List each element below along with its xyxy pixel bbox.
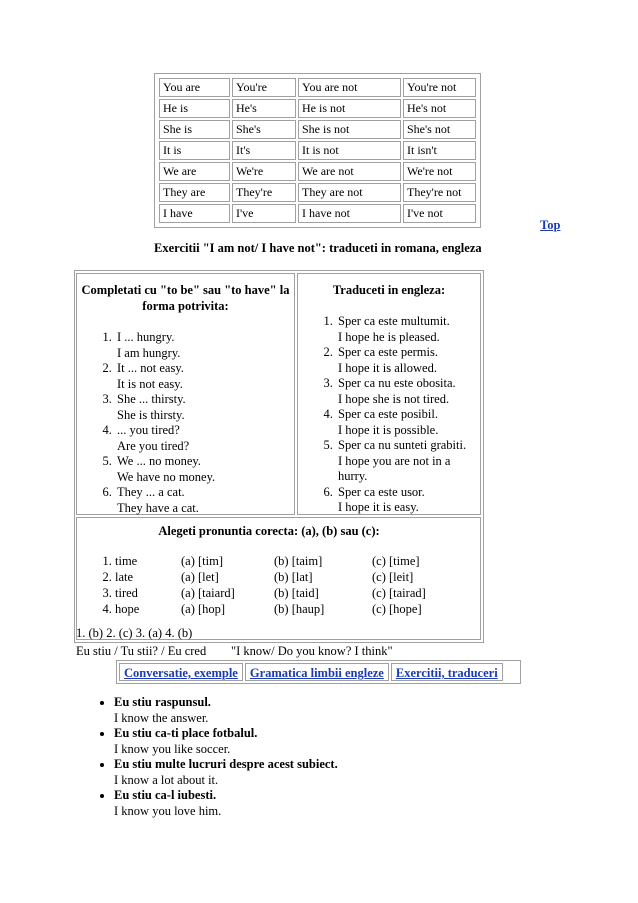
conjugation-row — [159, 204, 476, 223]
fill-in-question: I ... hungry. — [117, 330, 175, 344]
example-english: I know the answer. — [114, 710, 209, 725]
pronunciation-word: tired — [115, 586, 138, 600]
pronunciation-answers: 1. (b) 2. (c) 3. (a) 4. (b) — [76, 626, 193, 640]
translate-item — [336, 438, 480, 485]
conjugation-cell: We are — [159, 162, 230, 181]
translate-question: Sper ca nu sunteti grabiti. — [338, 438, 467, 452]
conjugation-cell: He's not — [403, 99, 476, 118]
pronunciation-option-a: (a) [tim] — [181, 554, 223, 568]
conjugation-cell: It's — [232, 141, 296, 160]
translate-question: Sper ca este usor. — [338, 484, 425, 499]
translate-item — [336, 345, 480, 376]
conjugation-row — [159, 99, 476, 118]
translate-answer: I hope it is allowed. — [338, 360, 437, 375]
translate-question: Sper ca nu este obosita. — [338, 376, 456, 390]
example-english: I know you love him. — [114, 803, 222, 818]
example-english: I know a lot about it. — [114, 772, 219, 787]
translate-question: Sper ca este posibil. — [338, 407, 438, 421]
conjugation-cell: You are not — [298, 78, 401, 97]
pronunciation-heading: Alegeti pronuntia corecta: (a), (b) sau (c): — [158, 524, 380, 538]
pronunciation-option-c: (c) [hope] — [372, 602, 422, 616]
conjugation-cell: I've — [232, 204, 296, 223]
fill-in-exercise — [76, 273, 295, 515]
fill-in-question: It ... not easy. — [117, 361, 184, 375]
fill-in-answer: We have no money. — [117, 469, 216, 484]
top-link[interactable]: Top — [540, 218, 561, 232]
fill-in-answer: Are you tired? — [117, 438, 190, 453]
example-romanian: • Eu stiu multe lucruri despre acest subiect. — [114, 757, 338, 771]
pronunciation-item — [115, 601, 480, 617]
conjugation-cell: They are not — [298, 183, 401, 202]
example-romanian: • Eu stiu ca-l iubesti. — [114, 788, 217, 802]
conjugation-cell: She is not — [298, 120, 401, 139]
fill-in-question: We ... no money. — [117, 454, 201, 468]
translate-item — [336, 376, 480, 407]
conjugation-cell: He is — [159, 99, 230, 118]
conjugation-cell: He's — [232, 99, 296, 118]
pronunciation-word: hope — [115, 602, 140, 616]
fill-in-item — [115, 361, 294, 392]
translate-item — [336, 407, 480, 438]
conjugation-row — [159, 120, 476, 139]
fill-in-answer: It is not easy. — [117, 376, 183, 391]
nav-link-conversatie[interactable]: Conversatie, exemple — [124, 666, 238, 680]
pronunciation-option-c: (c) [leit] — [372, 570, 414, 584]
translate-answer: I hope she is not tired. — [338, 391, 450, 406]
translate-answer: I hope he is pleased. — [338, 329, 440, 344]
conjugation-grid — [157, 76, 478, 225]
conjugation-cell: You are — [159, 78, 230, 97]
nav-tab-exercitii[interactable] — [391, 663, 503, 681]
translate-question: Sper ca este multumit. — [338, 314, 450, 328]
conjugation-cell: She's not — [403, 120, 476, 139]
example-romanian: • Eu stiu ca-ti place fotbalul. — [114, 726, 258, 740]
conjugation-cell: You're not — [403, 78, 476, 97]
pronunciation-option-c: (c) [tairad] — [372, 586, 426, 600]
example-item — [114, 726, 338, 757]
fill-in-item — [115, 392, 294, 423]
conjugation-cell: You're — [232, 78, 296, 97]
pronunciation-option-b: (b) [taid] — [274, 586, 319, 600]
fill-in-item — [115, 485, 294, 516]
pronunciation-option-a: (a) [let] — [181, 570, 219, 584]
example-item — [114, 788, 338, 819]
pronunciation-option-a: (a) [hop] — [181, 602, 226, 616]
example-item — [114, 695, 338, 726]
pronunciation-exercise — [76, 517, 481, 640]
pronunciation-option-c: (c) [time] — [372, 554, 420, 568]
conjugation-cell: I have not — [298, 204, 401, 223]
fill-in-answer: She is thirsty. — [117, 407, 185, 422]
pronunciation-option-b: (b) [lat] — [274, 570, 313, 584]
fill-in-question: ... you tired? — [117, 423, 180, 437]
translate-heading: Traduceti in engleza: — [332, 283, 446, 297]
section-intro — [76, 644, 393, 659]
pronunciation-option-b: (b) [taim] — [274, 554, 323, 568]
conjugation-cell: I have — [159, 204, 230, 223]
conjugation-cell: He is not — [298, 99, 401, 118]
conjugation-row — [159, 162, 476, 181]
pronunciation-item — [115, 585, 480, 601]
conjugation-row — [159, 141, 476, 160]
example-list — [94, 695, 338, 819]
conjugation-cell: She is — [159, 120, 230, 139]
conjugation-cell: They're — [232, 183, 296, 202]
conjugation-cell: They're not — [403, 183, 476, 202]
translate-item — [336, 314, 480, 345]
fill-in-answer: They have a cat. — [117, 500, 199, 515]
translate-list — [298, 314, 480, 516]
conjugation-cell: We're — [232, 162, 296, 181]
fill-in-item — [115, 423, 294, 454]
pronunciation-word: time — [115, 554, 138, 568]
fill-in-list — [77, 330, 294, 516]
conjugation-cell: They are — [159, 183, 230, 202]
example-romanian: • Eu stiu raspunsul. — [114, 695, 211, 709]
translate-answer: I hope you are not in a hurry. — [338, 453, 451, 483]
nav-tab-gramatica[interactable] — [245, 663, 389, 681]
conjugation-cell: It is not — [298, 141, 401, 160]
intro-romanian: Eu stiu / Tu stii? / Eu cred — [76, 644, 207, 658]
translate-answer: I hope it is easy. — [338, 500, 419, 514]
conjugation-cell: It isn't — [403, 141, 476, 160]
fill-in-question: They ... a cat. — [117, 485, 185, 499]
fill-in-item — [115, 454, 294, 485]
pronunciation-item — [115, 569, 480, 585]
translate-item — [336, 485, 480, 516]
example-english: I know you like soccer. — [114, 741, 231, 756]
translate-exercise — [297, 273, 481, 515]
pronunciation-option-a: (a) [taiard] — [181, 586, 235, 600]
intro-english: "I know/ Do you know? I think" — [231, 644, 393, 658]
exercise-title: Exercitii "I am not/ I have not": traduceti in romana, engleza — [154, 241, 482, 255]
nav-link-gramatica[interactable]: Gramatica limbii engleze — [249, 666, 384, 680]
pronunciation-word: late — [115, 570, 134, 584]
conjugation-row — [159, 183, 476, 202]
conjugation-cell: We are not — [298, 162, 401, 181]
pronunciation-item — [115, 553, 480, 569]
conjugation-table — [154, 73, 481, 228]
conjugation-row — [159, 78, 476, 97]
pronunciation-list — [77, 553, 480, 617]
translate-answer: I hope it is possible. — [338, 422, 439, 437]
navigation-bar — [116, 660, 521, 684]
fill-in-answer: I am hungry. — [117, 345, 181, 360]
nav-link-exercitii[interactable]: Exercitii, traduceri — [395, 666, 498, 680]
fill-in-question: She ... thirsty. — [117, 392, 186, 406]
example-item — [114, 757, 338, 788]
pronunciation-option-b: (b) [haup] — [274, 602, 325, 616]
conjugation-cell: I've not — [403, 204, 476, 223]
fill-in-item — [115, 330, 294, 361]
conjugation-cell: She's — [232, 120, 296, 139]
conjugation-cell: It is — [159, 141, 230, 160]
translate-question: Sper ca este permis. — [338, 345, 438, 359]
conjugation-cell: We're not — [403, 162, 476, 181]
nav-tab-conversatie[interactable] — [119, 663, 243, 681]
fill-in-heading: Completati cu "to be" sau "to have" la forma potrivita: — [81, 283, 290, 313]
